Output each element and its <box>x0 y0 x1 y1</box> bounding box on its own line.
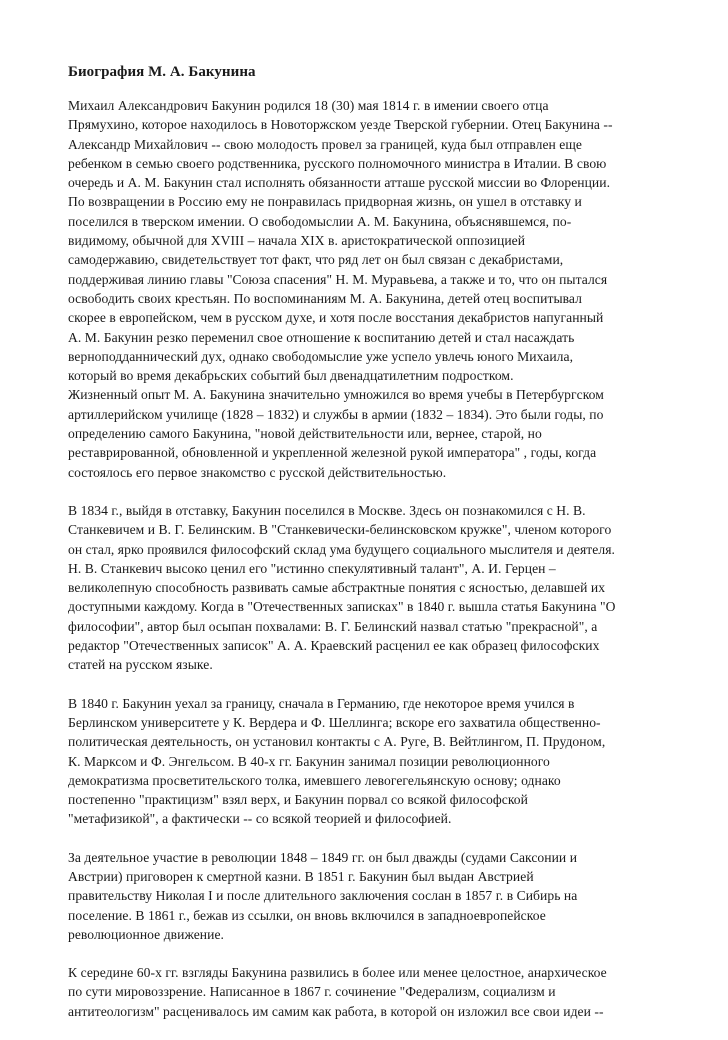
text-line: За деятельное участие в революции 1848 – 1849 гг. он был дважды (судами Саксонии и <box>68 849 578 865</box>
text-line: К середине 60-х гг. взгляды Бакунина развились в более или менее целостное, анархическое <box>68 965 607 981</box>
text-line: Прямухино, которое находилось в Новоторжском уезде Тверской губернии. Отец Бакунина -- <box>68 117 613 133</box>
text-line: Жизненный опыт М. А. Бакунина значительно умножился во время учебы в Петербургском <box>68 387 604 403</box>
text-line: по сути мировоззрение. Написанное в 1867 г. сочинение "Федерализм, социализм и <box>68 984 556 1000</box>
paragraph-1 <box>68 96 668 385</box>
text-line: скорее в европейском, чем в русском духе, и хотя после восстания декабристов напуганный <box>68 310 604 326</box>
text-line: революционное движение. <box>68 926 224 942</box>
text-line: поселился в тверском имении. О свободомыслии А. М. Бакунина, объяснявшемся, по- <box>68 213 572 229</box>
text-line: он стал, ярко проявился философский склад ума будущего социального мыслителя и деятеля. <box>68 541 615 557</box>
text-line: видимому, обычной для XVIII – начала XIX в. аристократической оппозицией <box>68 233 526 249</box>
paragraph-6 <box>68 963 668 1021</box>
text-line: артиллерийском училище (1828 – 1832) и службы в армии (1832 – 1834). Это были годы, по <box>68 406 604 422</box>
text-line: Александр Михайлович -- свою молодость провел за границей, куда был отправлен еще <box>68 136 582 152</box>
text-line: Н. В. Станкевич высоко ценил его "истинно спекулятивный талант", А. И. Герцен – <box>68 560 556 576</box>
paragraph-3 <box>68 501 668 675</box>
text-line: реставрированной, обновленной и укрепленной железной рукой императора" , годы, когда <box>68 445 597 461</box>
text-line: А. М. Бакунин резко переменил свое отношение к воспитанию детей и стал насаждать <box>68 329 575 345</box>
text-line: правительству Николая I и после длительного заключения сослан в 1857 г. в Сибирь на <box>68 888 578 904</box>
text-line: доступными каждому. Когда в "Отечественных записках" в 1840 г. вышла статья Бакунина "О <box>68 599 616 615</box>
text-line: ребенком в семью своего родственника, русского полномочного министра в Италии. В свою <box>68 155 607 171</box>
text-line: Михаил Александрович Бакунин родился 18 (30) мая 1814 г. в имении своего отца <box>68 98 549 113</box>
text-line: Станкевичем и В. Г. Белинским. В "Станкевически-белинсковском кружке", членом которого <box>68 522 612 538</box>
text-line: самодержавию, свидетельствует тот факт, что ряд лет он был связан с декабристами, <box>68 252 564 268</box>
text-line: статей на русском языке. <box>68 657 213 673</box>
paragraph-5 <box>68 848 668 944</box>
text-line: политическая деятельность, он установил контакты с А. Руге, В. Вейтлингом, П. Прудоном, <box>68 734 606 750</box>
text-line: поселение. В 1861 г., бежав из ссылки, он вновь включился в западноевропейское <box>68 907 546 923</box>
text-line: поддерживая линию главы "Союза спасения" Н. М. Муравьева, а также и то, что он пытался <box>68 271 608 287</box>
text-line: постепенно "практицизм" взял верх, и Бакунин порвал со всякой философской <box>68 792 528 808</box>
text-line: определению самого Бакунина, "новой действительности или, вернее, старой, но <box>68 426 542 442</box>
text-line: Берлинском университете у К. Вердера и Ф. Шеллинга; вскоре его захватила общественно- <box>68 714 601 730</box>
text-line: К. Марксом и Ф. Энгельсом. В 40-х гг. Бакунин занимал позиции революционного <box>68 753 550 769</box>
document-title: Биография М. А. Бакунина <box>68 64 256 80</box>
text-line: верноподданнический дух, однако свободомыслие уже успело увлечь юного Михаила, <box>68 348 574 364</box>
text-line: В 1834 г., выйдя в отставку, Бакунин поселился в Москве. Здесь он познакомился с Н. В. <box>68 502 586 518</box>
text-line: В 1840 г. Бакунин уехал за границу, сначала в Германию, где некоторое время учился в <box>68 695 575 711</box>
text-line: демократизма просветительского толка, имевшего левогегельянскую основу; однако <box>68 772 561 788</box>
text-line: освободить своих крестьян. По воспоминаниям М. А. Бакунина, детей отец воспитывал <box>68 290 582 306</box>
text-line: По возвращении в Россию ему не понравилась придворная жизнь, он ушел в отставку и <box>68 194 582 210</box>
paragraph-4 <box>68 694 668 829</box>
paragraph-2 <box>68 385 668 481</box>
document-page <box>68 62 668 1040</box>
text-line: состоялось его первое знакомство с русской действительностью. <box>68 464 447 480</box>
text-line: "метафизикой", а фактически -- со всякой теорией и философией. <box>68 811 452 827</box>
text-line: который во время декабрьских событий был двенадцатилетним подростком. <box>68 368 514 384</box>
text-line: редактор "Отечественных записок" А. А. Краевский расценил ее как образец философских <box>68 638 600 654</box>
text-line: антитеологизм" расценивалось им самим как работа, в которой он изложил все свои идеи -- <box>68 1003 604 1019</box>
text-line: философии", автор был осыпан похвалами: В. Г. Белинский назвал статью "прекрасной", а <box>68 618 598 634</box>
text-line: великолепную способность развивать самые абстрактные понятия с ясностью, делавшей их <box>68 580 606 596</box>
text-line: очередь и А. М. Бакунин стал исполнять обязанности атташе русской миссии во Флоренции. <box>68 175 611 191</box>
text-line: Австрии) приговорен к смертной казни. В 1851 г. Бакунин был выдан Австрией <box>68 868 534 884</box>
